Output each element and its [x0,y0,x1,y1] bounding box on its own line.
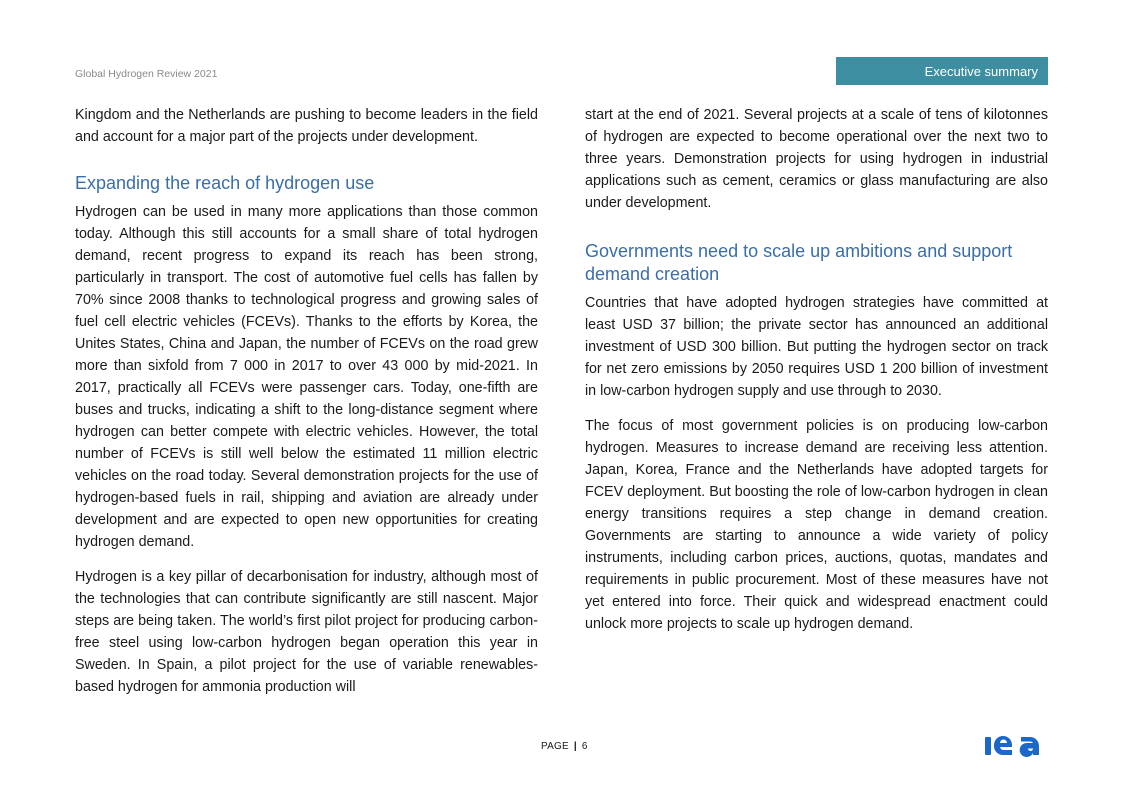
page-separator: | [573,741,577,752]
section-tab-label: Executive summary [924,63,1038,79]
right-column [585,104,1048,648]
page-label: PAGE [541,741,569,752]
paragraph: Hydrogen can be used in many more applications than those common today. Although this still accounts for a small share of total hydrogen demand, recent progress to expand its reach has been strong, particularly in transport. The cost of automotive fuel cells has fallen by 70% since 2008 thanks to technological progress and growing sales of fuel cell electric vehicles (FCEVs). Thanks to the efforts by Korea, the Unites States, China and Japan, the number of FCEVs on the road grew more than sixfold from 7 000 in 2017 to over 43 000 by mid-2021. In 2017, practically all FCEVs were passenger cars. Today, one-fifth are buses and trucks, indicating a shift to the long-distance segment where hydrogen can better compete with electric vehicles. However, the total number of FCEVs is still well below the estimated 11 million electric vehicles on the road today. Several demonstration projects for the use of hydrogen-based fuels in rail, shipping and aviation are already under development and are expected to open new opportunities for creating hydrogen demand. [75,204,538,550]
paragraph: start at the end of 2021. Several projects at a scale of tens of kilotonnes of hydrogen are expected to become operational over the next two to three years. Demonstration projects for using hydrogen in industrial applications such as cement, ceramics or glass manufacturing are also under development. [585,107,1048,211]
page-number [541,741,588,752]
paragraph: Kingdom and the Netherlands are pushing to become leaders in the field and account for a major part of the projects under development. [75,107,538,145]
left-column [75,104,538,711]
section-heading: Expanding the reach of hydrogen use [75,173,375,193]
section-heading: Governments need to scale up ambitions and support demand creation [585,241,1013,284]
iea-logo-icon [985,731,1049,761]
paragraph: Countries that have adopted hydrogen strategies have committed at least USD 37 billion; the private sector has announced an additional investment of USD 300 billion. But putting the hydrogen sector on track for net zero emissions by 2050 requires USD 1 200 billion of investment in low-carbon hydrogen supply and use through to 2030. [585,295,1048,399]
paragraph: The focus of most government policies is on producing low-carbon hydrogen. Measures to increase demand are receiving less attention. Japan, Korea, France and the Netherlands have adopted targets for FCEV deployment. But boosting the role of low-carbon hydrogen in clean energy transitions requires a step change in demand creation. Governments are starting to announce a wide variety of policy instruments, including carbon prices, auctions, quotas, mandates and requirements in public procurement. Most of these measures have not yet entered into force. Their quick and widespread enactment could unlock more projects to scale up hydrogen demand. [585,418,1048,632]
running-title: Global Hydrogen Review 2021 [75,68,218,80]
section-tab [836,57,1048,85]
page-number-value: 6 [581,741,588,752]
paragraph: Hydrogen is a key pillar of decarbonisation for industry, although most of the technologies that can contribute significantly are still nascent. Major steps are being taken. The world’s first pilot project for producing carbon-free steel using low-carbon hydrogen began operation this year in Sweden. In Spain, a pilot project for the use of variable renewables-based hydrogen for ammonia production will [75,569,538,695]
